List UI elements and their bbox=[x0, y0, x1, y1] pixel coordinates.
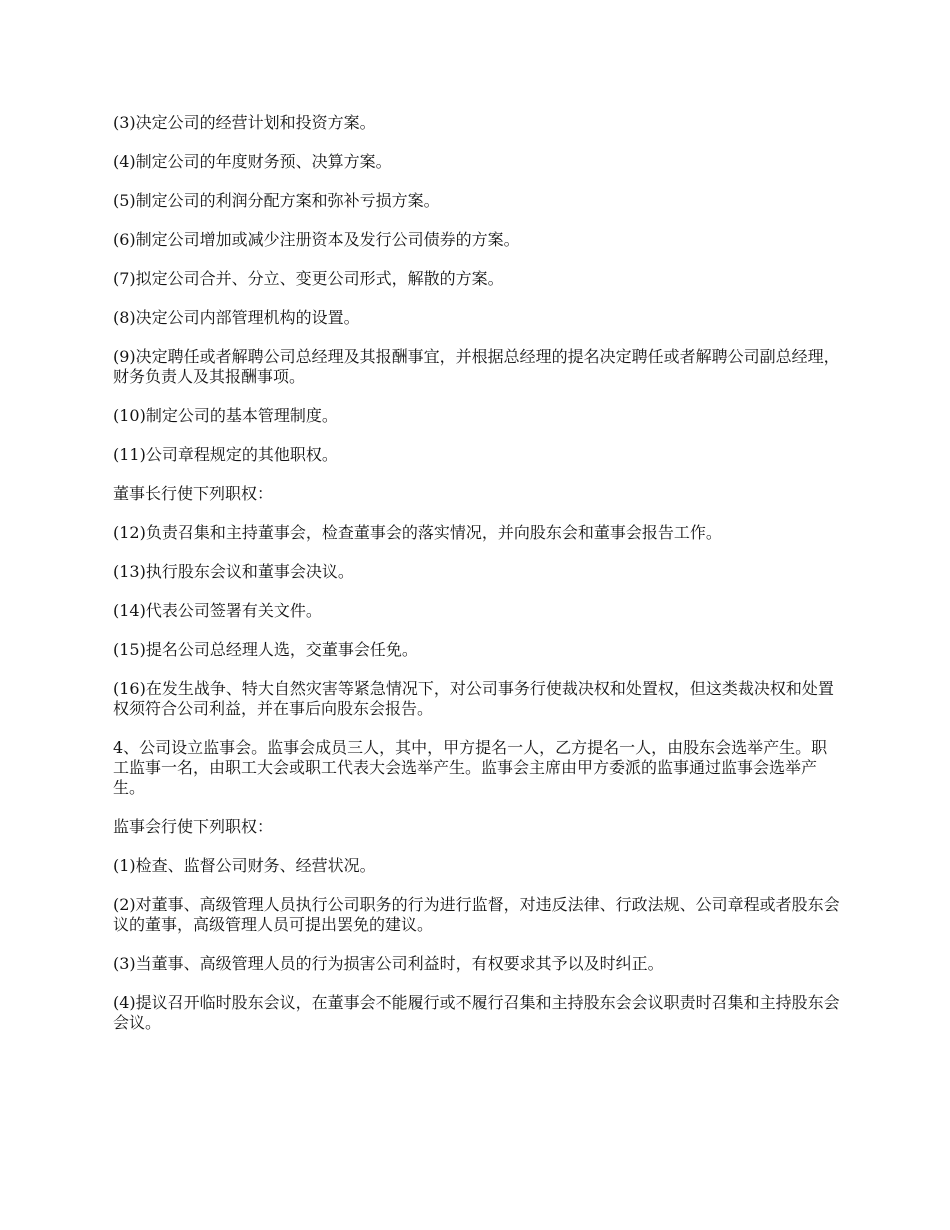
paragraph-item-15: (15)提名公司总经理人选，交董事会任免。 bbox=[113, 640, 418, 659]
paragraph-item-12: (12)负责召集和主持董事会，检查董事会的落实情况，并向股东会和董事会报告工作。 bbox=[113, 523, 722, 542]
paragraph-item-14: (14)代表公司签署有关文件。 bbox=[113, 601, 322, 620]
paragraph-supervisory-item-2: (2)对董事、高级管理人员执行公司职务的行为进行监督，对违反法律、行政法规、公司章程或者股东会议的董事，高级管理人员可提出罢免的建议。 bbox=[113, 895, 840, 934]
paragraph-supervisory-board: 4、公司设立监事会。监事会成员三人，其中，甲方提名一人，乙方提名一人，由股东会选举产生。职工监事一名，由职工大会或职工代表大会选举产生。监事会主席由甲方委派的监事通过监事会选举产生。 bbox=[113, 738, 828, 797]
paragraph-supervisory-item-4: (4)提议召开临时股东会议，在董事会不能履行或不履行召集和主持股东会会议职责时召集和主持股东会会议。 bbox=[113, 993, 840, 1032]
paragraph-item-7: (7)拟定公司合并、分立、变更公司形式，解散的方案。 bbox=[113, 269, 504, 288]
paragraph-item-10: (10)制定公司的基本管理制度。 bbox=[113, 406, 338, 425]
paragraph-supervisory-item-1: (1)检查、监督公司财务、经营状况。 bbox=[113, 856, 376, 875]
paragraph-item-3: (3)决定公司的经营计划和投资方案。 bbox=[113, 113, 376, 132]
section-heading-chairman: 董事长行使下列职权： bbox=[113, 484, 274, 503]
paragraph-item-6: (6)制定公司增加或减少注册资本及发行公司债券的方案。 bbox=[113, 230, 520, 249]
paragraph-item-13: (13)执行股东会议和董事会决议。 bbox=[113, 562, 354, 581]
paragraph-item-4: (4)制定公司的年度财务预、决算方案。 bbox=[113, 152, 392, 171]
paragraph-item-16: (16)在发生战争、特大自然灾害等紧急情况下，对公司事务行使裁决权和处置权，但这类裁决权和处置权须符合公司利益，并在事后向股东会报告。 bbox=[113, 679, 834, 718]
paragraph-item-5: (5)制定公司的利润分配方案和弥补亏损方案。 bbox=[113, 191, 440, 210]
paragraph-supervisory-item-3: (3)当董事、高级管理人员的行为损害公司利益时，有权要求其予以及时纠正。 bbox=[113, 954, 664, 973]
paragraph-item-11: (11)公司章程规定的其他职权。 bbox=[113, 445, 338, 464]
paragraph-item-9: (9)决定聘任或者解聘公司总经理及其报酬事宜，并根据总经理的提名决定聘任或者解聘公司副总经理，财务负责人及其报酬事项。 bbox=[113, 347, 840, 386]
section-heading-supervisory: 监事会行使下列职权： bbox=[113, 817, 274, 836]
paragraph-item-8: (8)决定公司内部管理机构的设置。 bbox=[113, 308, 360, 327]
